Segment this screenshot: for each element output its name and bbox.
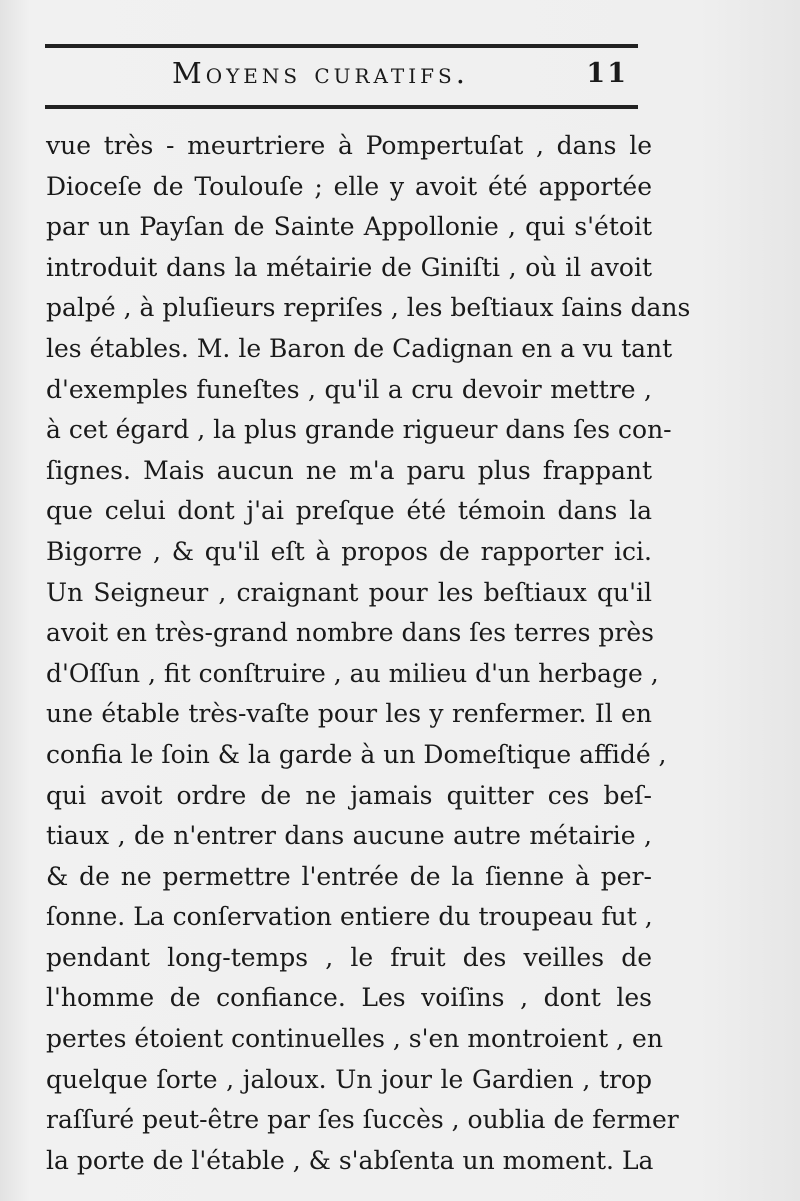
text-line: par un Payſan de Sainte Appollonie , qui s'étoit — [46, 212, 652, 242]
text-line: pendant long-temps , le fruit des veilles de — [46, 942, 652, 972]
text-line: d'exemples funeſtes , qu'il a cru devoir mettre , — [46, 374, 652, 404]
text-line: ſignes. Mais aucun ne m'a paru plus frappant — [46, 455, 652, 485]
text-line: Un Seigneur , craignant pour les beſtiaux qu'il — [46, 577, 652, 607]
text-line: raſſuré peut-être par ſes ſuccès , oublia de fermer — [46, 1105, 679, 1135]
running-title: Moyens curatifs. — [172, 56, 469, 90]
text-line: les étables. M. le Baron de Cadignan en a vu tant — [46, 333, 673, 363]
page-number: 11 — [586, 58, 628, 89]
text-line: Bigorre , & qu'il eſt à propos de rapporter ici. — [46, 536, 652, 566]
header-rule-top — [45, 44, 638, 48]
text-line: une étable très-vaſte pour les y renfermer. Il en — [46, 699, 652, 729]
text-line: avoit en très-grand nombre dans ſes terres près — [46, 618, 654, 648]
text-line: quelque ſorte , jaloux. Un jour le Gardien , trop — [46, 1064, 652, 1094]
text-line: à cet égard , la plus grande rigueur dans ſes con- — [46, 415, 672, 445]
text-line: tiaux , de n'entrer dans aucune autre métairie , — [46, 821, 652, 851]
header-rule-bottom — [45, 105, 638, 109]
text-line: & de ne permettre l'entrée de la ſienne à per- — [46, 861, 652, 891]
text-line: vue très - meurtriere à Pompertuſat , dans le — [46, 131, 652, 160]
text-line: d'Oſſun , fit conſtruire , au milieu d'un herbage , — [46, 658, 659, 688]
text-line: ſonne. La conſervation entiere du troupeau fut , — [46, 902, 653, 932]
text-line: palpé , à pluſieurs repriſes , les beſtiaux ſains dans — [46, 293, 691, 323]
text-line: qui avoit ordre de ne jamais quitter ces beſ- — [46, 780, 652, 810]
body-text — [46, 126, 691, 1181]
text-line: pertes étoient continuelles , s'en montroient , en — [46, 1024, 663, 1054]
text-line: Dioceſe de Toulouſe ; elle y avoit été apportée — [46, 171, 652, 201]
text-line: introduit dans la métairie de Giniſti , où il avoit — [46, 252, 652, 282]
running-head — [45, 54, 638, 100]
text-line: que celui dont j'ai preſque été témoin dans la — [46, 496, 652, 526]
text-line: la porte de l'étable , & s'abſenta un moment. La — [46, 1145, 654, 1175]
text-line: l'homme de confiance. Les voiſins , dont les — [46, 983, 652, 1013]
text-line: confia le ſoin & la garde à un Domeſtique affidé , — [46, 739, 667, 769]
